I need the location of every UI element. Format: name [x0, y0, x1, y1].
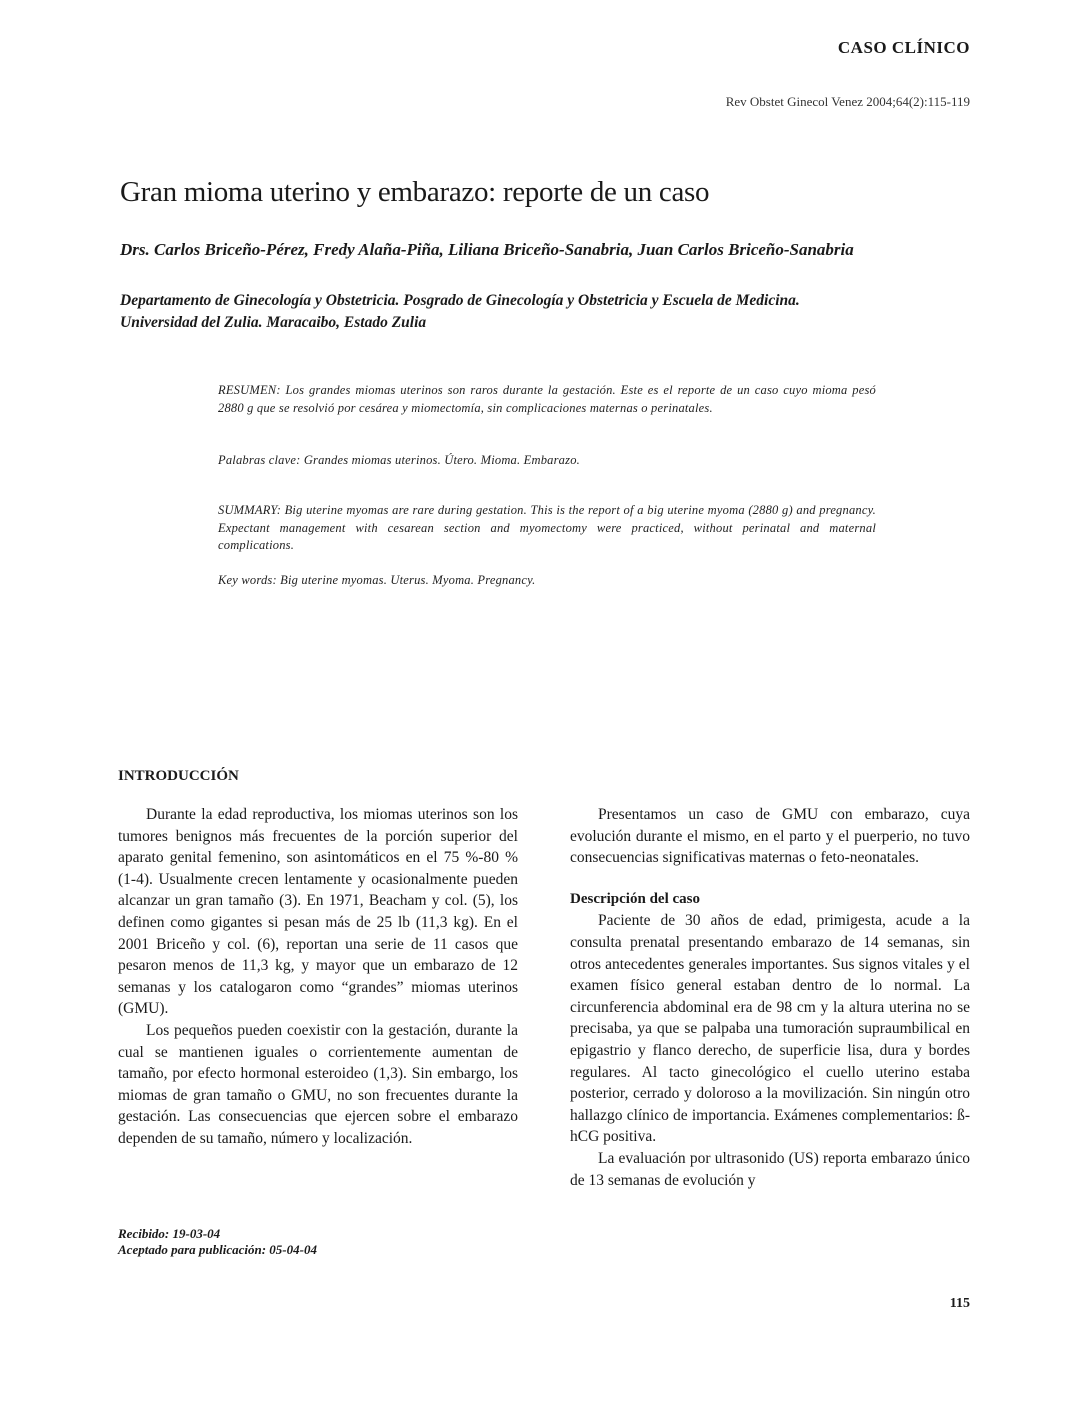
abstract-palabras-clave: Palabras clave: Grandes miomas uterinos. Útero. Mioma. Embarazo. — [218, 453, 580, 467]
article-dates — [118, 1226, 317, 1258]
received-date: Recibido: 19-03-04 — [118, 1226, 221, 1241]
left-column — [118, 804, 518, 1150]
right-column — [570, 804, 970, 1191]
case-paragraph-1: Paciente de 30 años de edad, primigesta, acude a la consulta prenatal presentando embarazo de 14 semanas, sin otros antecedentes generales importantes. Sus signos vitales y el examen físico general estaban dentro de lo normal. La circunferencia abdominal era de 98 cm y la altura uterina no se precisaba, ya que se palpaba una tumoración supraumbilical en epigastrio y flanco derecho, de superficie lisa, dura y bordes regulares. Al tacto ginecológico el cuello uterino estaba posterior, cerrado y doloroso a la movilización. Sin ningún otro hallazgo clínico de importancia. Exámenes complementarios: ß-hCG positiva. — [570, 912, 970, 1146]
article-affiliation — [120, 290, 980, 334]
article-title: Gran mioma uterino y embarazo: reporte de un caso — [120, 176, 710, 208]
article-authors: Drs. Carlos Briceño-Pérez, Fredy Alaña-Piña, Liliana Briceño-Sanabria, Juan Carlos Briceño-Sanabria — [120, 240, 854, 259]
abstract-key-words: Key words: Big uterine myomas. Uterus. Myoma. Pregnancy. — [218, 573, 536, 587]
affiliation-line-1: Departamento de Ginecología y Obstetricia. Posgrado de Ginecología y Obstetricia y Escuela de Medicina. — [120, 292, 800, 309]
abstract-summary: SUMMARY: Big uterine myomas are rare during gestation. This is the report of a big uterine myoma (2880 g) and pregnancy. Expectant management with cesarean section and myomectomy were practiced, without perinatal and maternal complications. — [218, 503, 876, 552]
case-paragraph-2: La evaluación por ultrasonido (US) reporta embarazo único de 13 semanas de evolución y — [570, 1149, 970, 1189]
section-label: CASO CLÍNICO — [837, 38, 970, 57]
intro-paragraph-2: Los pequeños pueden coexistir con la gestación, durante la cual se mantienen iguales o corrientemente aumentan de tamaño, por efecto hormonal esteroideo (1,3). Sin embargo, los miomas de gran tamaño o GMU, no son frecuentes durante la gestación. Las consecuencias que ejercen sobre el embarazo dependen de su tamaño, número y localización. — [118, 1021, 518, 1147]
journal-reference: Rev Obstet Ginecol Venez 2004;64(2):115-119 — [725, 94, 970, 109]
accepted-date: Aceptado para publicación: 05-04-04 — [118, 1242, 317, 1257]
abstract-resumen: RESUMEN: Los grandes miomas uterinos son raros durante la gestación. Este es el reporte de un caso cuyo mioma pesó 2880 g que se resolvió por cesárea y miomectomía, sin complicaciones maternas o perinatales. — [218, 383, 876, 415]
intro-paragraph-1: Durante la edad reproductiva, los miomas uterinos son los tumores benignos más frecuentes de la porción superior del aparato genital femenino, son asintomáticos en el 75 %-80 % (1-4). Usualmente crecen lentamente y ocasionalmente pueden alcanzar un gran tamaño (3). En 1971, Beacham y col. (5), los definen como gigantes si pesan más de 25 lb (11,3 kg). En el 2001 Briceño y col. (6), reportan una serie de 11 casos que pesaron menos de 11,3 kg, y mayor que un embarazo de 12 semanas y los catalogaron como “grandes” miomas uterinos (GMU). — [118, 806, 518, 1018]
right-paragraph-1: Presentamos un caso de GMU con embarazo, cuya evolución durante el mismo, en el parto y el puerperio, no tuvo consecuencias significativas maternas o feto-neonatales. — [570, 806, 970, 867]
affiliation-line-2: Universidad del Zulia. Maracaibo, Estado Zulia — [120, 314, 427, 331]
introduccion-heading: INTRODUCCIÓN — [118, 768, 239, 784]
descripcion-heading: Descripción del caso — [570, 890, 700, 907]
page-number: 115 — [949, 1296, 970, 1311]
